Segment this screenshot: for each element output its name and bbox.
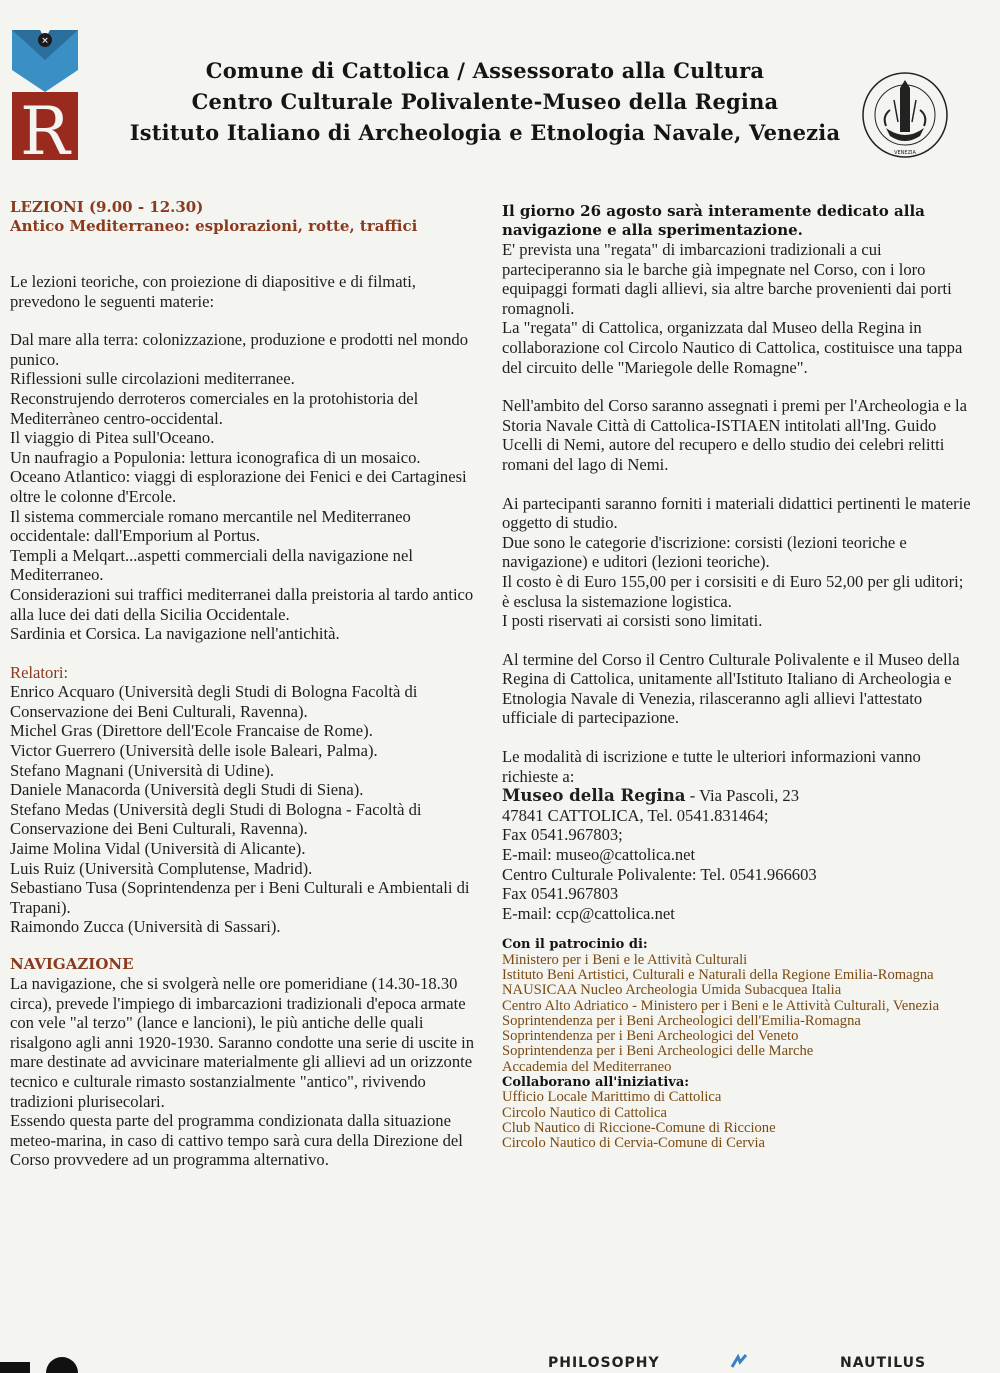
topic-item: Riflessioni sulle circolazioni mediterranee. — [10, 369, 295, 389]
collaborano-item: Club Nautico di Riccione-Comune di Riccione — [502, 1119, 776, 1136]
topic-item: Reconstrujendo derroteros comerciales en la protohistoria del Mediterràneo centro-occidental. — [10, 388, 419, 428]
patrocinio-heading: Con il patrocinio di: — [502, 937, 648, 953]
lezioni-topics — [10, 330, 480, 644]
museo-city: 47841 CATTOLICA, Tel. 0541.831464; — [502, 805, 769, 825]
header-line-1: Comune di Cattolica / Assessorato alla Cultura — [205, 58, 765, 83]
materiali-paragraph: Ai partecipanti saranno forniti i materiali didattici pertinenti le materie oggetto di studio. — [502, 493, 971, 533]
left-column — [10, 198, 480, 1170]
museo-name: Museo della Regina — [502, 785, 686, 806]
svg-text:✕: ✕ — [41, 36, 49, 47]
posti-paragraph: I posti riservati ai corsisti sono limitati. — [502, 611, 763, 631]
relatore-item: Sebastiano Tusa (Soprintendenza per i Beni Culturali e Ambientali di Trapani). — [10, 878, 470, 917]
lezioni-subheading: Antico Mediterraneo: esplorazioni, rotte, traffici — [10, 217, 418, 235]
topic-item: Templi a Melqart...aspetti commerciali della navigazione nel Mediterraneo. — [10, 545, 413, 585]
patrocinio-item: Soprintendenza per i Beni Archeologici delle Marche — [502, 1043, 814, 1060]
relatore-item: Victor Guerrero (Università delle isole Baleari, Palma). — [10, 741, 378, 761]
patrocinio-list — [502, 953, 972, 1075]
navigazione-paragraph-2: Essendo questa parte del programma condizionata dalla situazione meteo-marina, in caso di cattivo tempo sarà cura della Direzione del Corso provvedere ad un programma alternativo. — [10, 1111, 463, 1170]
regata-paragraph-2: La "regata" di Cattolica, organizzata dal Museo della Regina in collaborazione col Circolo Nautico di Cattolica, costituisce una tappa del circuito delle "Mariegole delle Romagne". — [502, 318, 963, 377]
modalita-paragraph: Le modalità di iscrizione e tutte le ulteriori informazioni vanno richieste a: — [502, 747, 921, 786]
ccp-fax: Fax 0541.967803 — [502, 884, 619, 904]
attestato-paragraph: Al termine del Corso il Centro Culturale Polivalente e il Museo della Regina di Cattolica, unitamente all'Istituto Italiano di Archeologia e Etnologia Navale di Venezia, rilasceranno agli allievi l'attestato ufficiale di partecipazione. — [502, 649, 960, 728]
premi-paragraph: Nell'ambito del Corso saranno assegnati i premi per l'Archeologia e la Storia Navale Città di Cattolica-ISTIAEN intitolati all'Ing. Guido Ucelli di Nemi, autore del recupero e dello studio dei celebri relitti romani del lago di Nemi. — [502, 396, 967, 474]
relatore-item: Stefano Medas (Università degli Studi di Bologna - Facoltà di Conservazione dei Beni Culturali, Ravenna). — [10, 799, 422, 839]
museo-fax: Fax 0541.967803; — [502, 825, 623, 845]
relatori-list — [10, 682, 480, 937]
collaborano-item: Circolo Nautico di Cervia-Comune di Cervia — [502, 1135, 766, 1152]
relatori-heading: Relatori: — [10, 662, 69, 682]
topic-item: Il viaggio di Pitea sull'Oceano. — [10, 428, 215, 448]
logo-letter: R — [20, 93, 70, 160]
collaborano-item: Ufficio Locale Marittimo di Cattolica — [502, 1089, 722, 1106]
topic-item: Dal mare alla terra: colonizzazione, produzione e prodotti nel mondo punico. — [10, 330, 468, 369]
costo-paragraph: Il costo è di Euro 155,00 per i corsisiti e di Euro 52,00 per gli uditori; è esclusa la sistemazione logistica. — [502, 571, 964, 611]
footer-philosophy-logo: PHILOSOPHY — [548, 1355, 660, 1371]
lezioni-intro: Le lezioni teoriche, con proiezione di diapositive e di filmati, prevedono le seguenti materie: — [10, 272, 416, 311]
collaborano-heading: Collaborano all'iniziativa: — [502, 1075, 690, 1091]
topic-item: Considerazioni sui traffici mediterranei dalla preistoria al tardo antico alla luce dei dati della Sicilia Occidentale. — [10, 584, 474, 624]
topic-item: Oceano Atlantico: viaggi di esplorazione dei Fenici e dei Cartaginesi oltre le colonne d'Ercole. — [10, 467, 467, 506]
museo-address: - Via Pascoli, 23 — [685, 786, 800, 806]
patrocinio-item: Centro Alto Adriatico - Ministero per i Beni e le Attività Culturali, Venezia — [502, 997, 940, 1014]
ccp-email[interactable]: E-mail: ccp@cattolica.net — [502, 903, 675, 923]
right-column — [502, 202, 972, 1152]
footer-nautilus-logo: NAUTILUS — [840, 1355, 927, 1371]
relatore-item: Michel Gras (Direttore dell'Ecole Francaise de Rome). — [10, 721, 373, 741]
relatore-item: Raimondo Zucca (Università di Sassari). — [10, 917, 281, 937]
istiaen-seal-logo — [860, 70, 950, 160]
navigazione-heading: NAVIGAZIONE — [10, 955, 134, 973]
header-titles — [110, 55, 860, 148]
regata-paragraph-1: E' prevista una "regata" di imbarcazioni tradizionali a cui parteciperanno sia le barche già impegnate nel Corso, con i loro equipaggi formati dagli allievi, sia altre barche provenienti dai porti romagnoli. — [502, 240, 952, 318]
footer-partner-logo — [0, 1350, 90, 1373]
topic-item: Sardinia et Corsica. La navigazione nell'antichità. — [10, 624, 340, 644]
patrocinio-item: Soprintendenza per i Beni Archeologici dell'Emilia-Romagna — [502, 1012, 861, 1029]
relatore-item: Jaime Molina Vidal (Università di Alicante). — [10, 839, 306, 859]
museo-regina-logo — [12, 30, 78, 160]
relatore-item: Stefano Magnani (Università di Udine). — [10, 760, 275, 780]
topic-item: Il sistema commerciale romano mercantile nel Mediterraneo occidentale: dall'Emporium al Portus. — [10, 506, 411, 546]
navigazione-paragraph-1: La navigazione, che si svolgerà nelle ore pomeridiane (14.30-18.30 circa), prevede l'impiego di imbarcazioni tradizionali d'epoca armate con vele "al terzo" (lance e lancioni), le più antiche delle quali risalgono agli anni 1920-1930. Saranno condotte una serie di uscite in mare destinate ad avvicinare materialmente gli allievi ad un orizzonte tecnico e culturale rimasto sostanzialmente "antico", rivivendo tradizioni plurisecolari. — [10, 974, 475, 1111]
header-line-2: Centro Culturale Polivalente-Museo della Regina — [191, 89, 779, 114]
patrocinio-item: Ministero per i Beni e le Attività Culturali — [502, 951, 748, 968]
collaborano-item: Circolo Nautico di Cattolica — [502, 1104, 667, 1121]
topic-item: Un naufragio a Populonia: lettura iconografica di un mosaico. — [10, 447, 421, 467]
lezioni-heading: LEZIONI (9.00 - 12.30) — [10, 198, 204, 216]
relatore-item: Daniele Manacorda (Università degli Studi di Siena). — [10, 780, 364, 800]
relatore-item: Luis Ruiz (Università Complutense, Madrid). — [10, 858, 313, 878]
ccp-tel: Centro Culturale Polivalente: Tel. 0541.966603 — [502, 864, 817, 884]
header-line-3: Istituto Italiano di Archeologia e Etnologia Navale, Venezia — [129, 120, 841, 145]
categorie-paragraph: Due sono le categorie d'iscrizione: corsisti (lezioni teoriche e navigazione) e uditori (lezioni teoriche). — [502, 532, 907, 572]
footer-wave-icon — [730, 1353, 748, 1371]
patrocinio-item: Soprintendenza per i Beni Archeologici del Veneto — [502, 1028, 799, 1045]
patrocinio-item: NAUSICAA Nucleo Archeologia Umida Subacquea Italia — [502, 982, 842, 999]
patrocinio-item: Accademia del Mediterraneo — [502, 1058, 672, 1075]
museo-email[interactable]: E-mail: museo@cattolica.net — [502, 845, 696, 865]
regata-heading: Il giorno 26 agosto sarà interamente dedicato alla navigazione e alla sperimentazione. — [502, 202, 925, 239]
relatore-item: Enrico Acquaro (Università degli Studi di Bologna Facoltà di Conservazione dei Beni Culturali, Ravenna). — [10, 682, 418, 721]
museo-contact — [502, 786, 972, 806]
patrocinio-item: Istituto Beni Artistici, Culturali e Naturali della Regione Emilia-Romagna — [502, 967, 934, 983]
collaborano-list — [502, 1090, 972, 1151]
seal-city: VENEZIA — [894, 150, 916, 156]
